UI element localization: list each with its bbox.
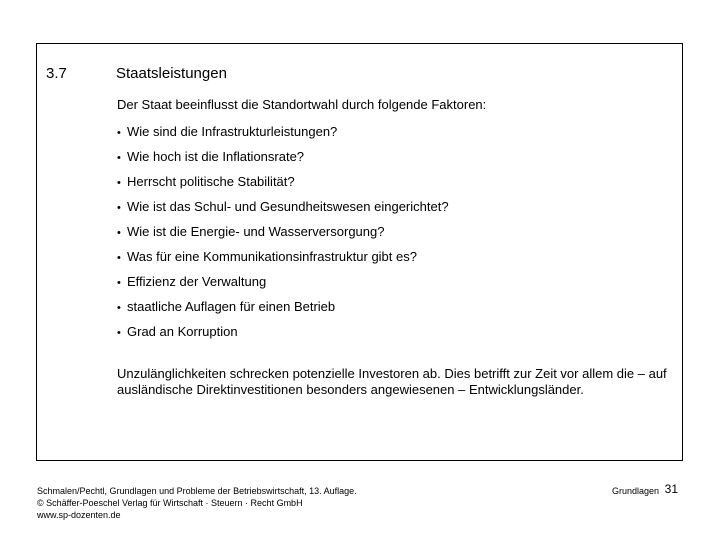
factor-text: Grad an Korruption xyxy=(127,324,238,339)
factor-list xyxy=(117,124,449,349)
list-item xyxy=(117,199,449,224)
factor-text: staatliche Auflagen für einen Betrieb xyxy=(127,299,336,314)
section-number: 3.7 xyxy=(46,65,67,82)
bullet-icon: • xyxy=(117,277,121,289)
list-item xyxy=(117,299,449,324)
footer-section-label: Grundlagen xyxy=(611,486,659,496)
list-item xyxy=(117,174,449,199)
list-item xyxy=(117,249,449,274)
factor-text: Was für eine Kommunikationsinfrastruktur gibt es? xyxy=(127,249,417,264)
bullet-icon: • xyxy=(117,127,121,139)
section-title: Staatsleistungen xyxy=(116,65,227,82)
website-link[interactable]: www.sp-dozenten.de xyxy=(37,510,121,520)
list-item xyxy=(117,124,449,149)
page-number: 31 xyxy=(664,482,678,496)
bullet-icon: • xyxy=(117,227,121,239)
bullet-icon: • xyxy=(117,152,121,164)
list-item xyxy=(117,324,449,349)
publisher-line: © Schäffer-Poeschel Verlag für Wirtschaft · Steuern · Recht GmbH xyxy=(37,498,303,508)
bullet-icon: • xyxy=(117,327,121,339)
bullet-icon: • xyxy=(117,202,121,214)
factor-text: Effizienz der Verwaltung xyxy=(127,274,267,289)
factor-text: Wie ist das Schul- und Gesundheitswesen eingerichtet? xyxy=(127,199,449,214)
footer-citation xyxy=(37,485,357,521)
factor-text: Wie hoch ist die Inflationsrate? xyxy=(127,149,305,164)
bullet-icon: • xyxy=(117,177,121,189)
intro-text: Der Staat beeinflusst die Standortwahl durch folgende Faktoren: xyxy=(117,97,487,112)
list-item xyxy=(117,274,449,299)
list-item xyxy=(117,149,449,174)
bullet-icon: • xyxy=(117,252,121,264)
factor-text: Herrscht politische Stabilität? xyxy=(127,174,295,189)
citation-line: Schmalen/Pechtl, Grundlagen und Probleme der Betriebswirtschaft, 13. Auflage. xyxy=(37,486,357,496)
bullet-icon: • xyxy=(117,302,121,314)
factor-text: Wie sind die Infrastrukturleistungen? xyxy=(127,124,338,139)
factor-text: Wie ist die Energie- und Wasserversorgung? xyxy=(127,224,385,239)
list-item xyxy=(117,224,449,249)
conclusion-text: Unzulänglichkeiten schrecken potenzielle Investoren ab. Dies betrifft zur Zeit vor allem die – auf ausländische Direktinvestitionen besonders angewiesenen – Entwicklungsländer. xyxy=(117,366,667,397)
